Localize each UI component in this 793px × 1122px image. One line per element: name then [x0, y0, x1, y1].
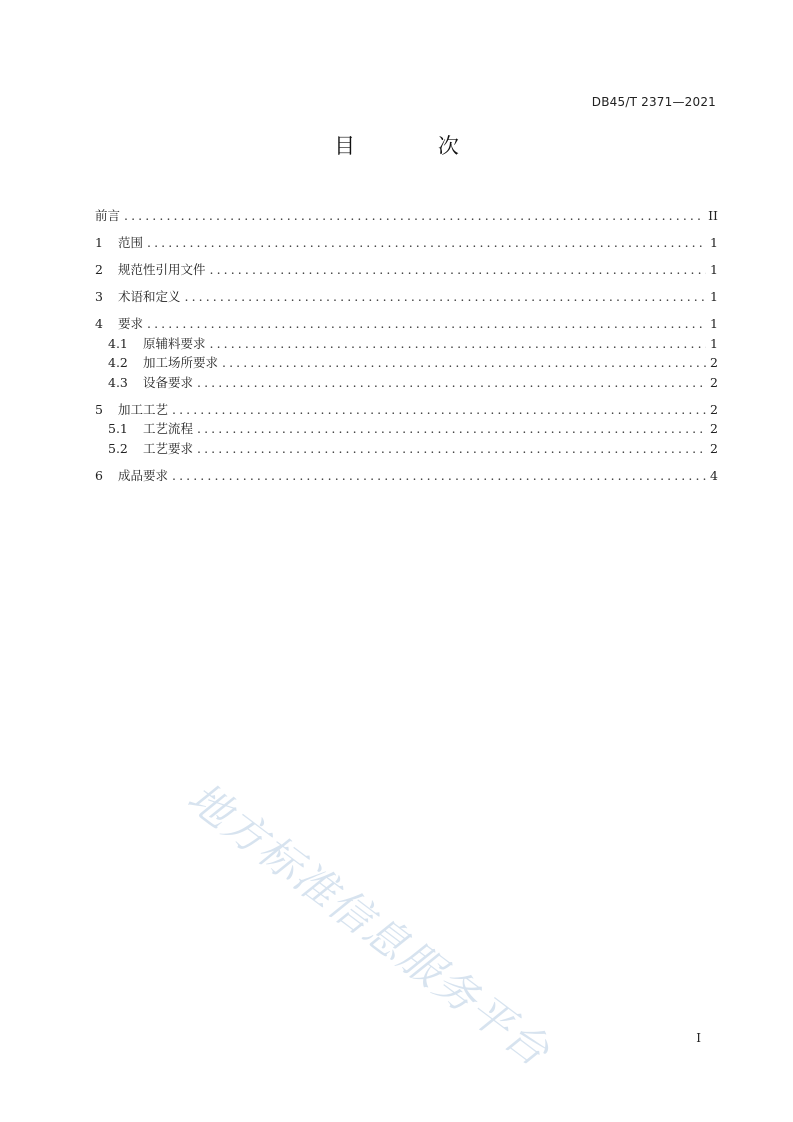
toc-entry-label: 设备要求	[143, 374, 194, 390]
toc-leader-dots	[197, 373, 706, 393]
toc-entry-page: II	[708, 208, 718, 223]
toc-entry-page: 2	[710, 355, 718, 370]
toc-leader-dots	[172, 400, 706, 420]
toc-leader-dots	[222, 353, 706, 373]
toc-entry[interactable]	[95, 400, 718, 420]
toc-entry-number: 4.3	[108, 374, 128, 390]
toc-entry-label: 加工场所要求	[143, 355, 219, 370]
toc-entry[interactable]	[95, 466, 718, 486]
toc-leader-dots	[147, 314, 706, 334]
toc-entry-page: 1	[710, 289, 718, 304]
toc-entry[interactable]	[95, 373, 718, 393]
toc-entry-page: 4	[710, 467, 718, 483]
toc-entry-label: 前言	[95, 208, 121, 223]
toc-leader-dots	[210, 260, 706, 280]
toc-entry-page: 2	[710, 374, 718, 390]
toc-entry[interactable]	[95, 334, 718, 354]
toc-leader-dots	[197, 419, 706, 439]
toc-entry-number: 4.2	[108, 355, 128, 370]
toc-entry-page: 1	[710, 262, 718, 277]
document-code: DB45/T 2371—2021	[591, 95, 716, 109]
toc-entry[interactable]	[95, 439, 718, 459]
toc-leader-dots	[172, 466, 706, 486]
toc-leader-dots	[124, 206, 704, 226]
toc-entry-number: 6	[95, 467, 103, 483]
toc-entry-label: 工艺流程	[143, 421, 194, 436]
toc-entry[interactable]	[95, 287, 718, 307]
toc-entry[interactable]	[95, 233, 718, 253]
toc-title: 目 次	[334, 134, 497, 158]
toc-entry-label: 成品要求	[118, 467, 169, 483]
toc-entry-number: 1	[95, 235, 103, 250]
toc-entry-page: 1	[710, 235, 718, 250]
toc-entry[interactable]	[95, 353, 718, 373]
toc-entry-page: 2	[710, 421, 718, 436]
toc-leader-dots	[185, 287, 706, 307]
toc-leader-dots	[210, 334, 706, 354]
toc-entry-page: 1	[710, 335, 718, 351]
toc-entry-label: 术语和定义	[118, 289, 181, 304]
toc-entry-label: 规范性引用文件	[118, 262, 206, 277]
toc-entry-label: 工艺要求	[143, 440, 194, 456]
toc-entry-number: 5	[95, 401, 103, 417]
toc-entry-number: 5.2	[108, 440, 128, 456]
toc-entry[interactable]	[95, 260, 718, 280]
toc-entry-page: 1	[710, 316, 718, 331]
toc-entry-label: 范围	[118, 235, 144, 250]
toc-entry[interactable]	[95, 206, 718, 226]
toc-entry[interactable]	[95, 314, 718, 334]
page-number: I	[696, 1031, 701, 1045]
toc-entry-number: 4	[95, 316, 103, 331]
toc-entry-number: 4.1	[108, 335, 128, 351]
table-of-contents	[95, 206, 718, 485]
toc-entry-number: 3	[95, 289, 103, 304]
toc-entry-page: 2	[710, 401, 718, 417]
toc-entry-label: 原辅料要求	[143, 335, 206, 351]
toc-entry[interactable]	[95, 419, 718, 439]
toc-entry-label: 加工工艺	[118, 401, 169, 417]
toc-leader-dots	[197, 439, 706, 459]
toc-entry-number: 2	[95, 262, 103, 277]
toc-leader-dots	[147, 233, 706, 253]
toc-entry-label: 要求	[118, 316, 144, 331]
toc-entry-page: 2	[710, 440, 718, 456]
watermark: 地方标准信息服务平台	[178, 772, 560, 1077]
toc-entry-number: 5.1	[108, 421, 128, 436]
